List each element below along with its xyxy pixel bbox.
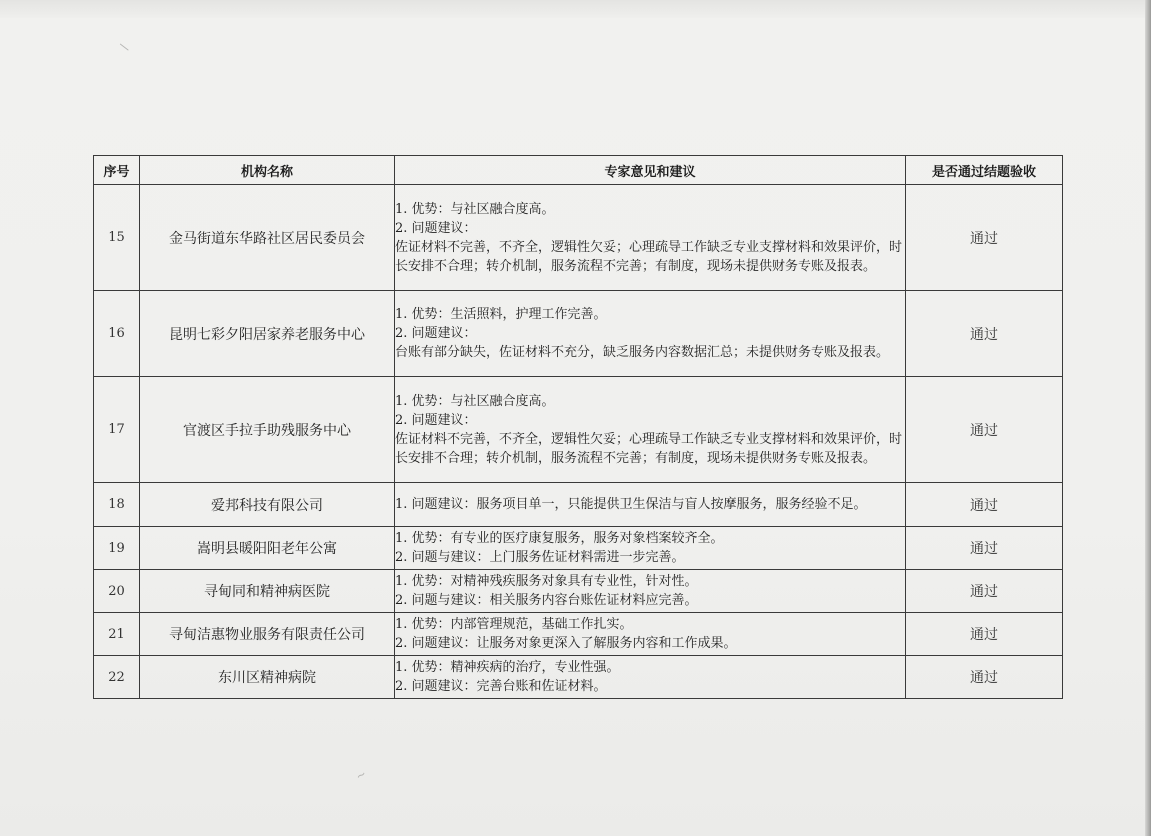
row-num: 22 bbox=[94, 656, 140, 699]
row-num: 20 bbox=[94, 570, 140, 613]
expert-opinion bbox=[395, 377, 906, 483]
opinion-line: 1. 优势：与社区融合度高。 bbox=[395, 393, 555, 409]
row-num: 17 bbox=[94, 377, 140, 483]
pass-status: 通过 bbox=[906, 483, 1063, 527]
org-name: 官渡区手拉手助残服务中心 bbox=[140, 377, 395, 483]
header-pass: 是否通过结题验收 bbox=[906, 156, 1063, 185]
org-name: 爱邦科技有限公司 bbox=[140, 483, 395, 527]
opinion-line: 2. 问题建议： bbox=[395, 326, 477, 341]
opinion-line: 台账有部分缺失，佐证材料不充分，缺乏服务内容数据汇总；未提供财务专账及报表。 bbox=[395, 345, 890, 360]
pass-status: 通过 bbox=[906, 656, 1063, 699]
org-name: 东川区精神病院 bbox=[140, 656, 395, 699]
expert-opinion bbox=[395, 185, 906, 291]
pass-status: 通过 bbox=[906, 570, 1063, 613]
opinion-line: 1. 优势：对精神残疾服务对象具有专业性，针对性。 bbox=[395, 574, 698, 589]
opinion-line: 1. 优势：生活照料，护理工作完善。 bbox=[395, 307, 607, 322]
paper-right-shadow bbox=[1145, 0, 1151, 836]
header-num: 序号 bbox=[94, 156, 140, 185]
opinion-line: 2. 问题建议： bbox=[395, 412, 477, 428]
pass-status: 通过 bbox=[906, 291, 1063, 377]
table-row bbox=[94, 570, 1063, 613]
scan-speck: / bbox=[116, 42, 132, 52]
row-num: 15 bbox=[94, 185, 140, 291]
expert-opinion bbox=[395, 570, 906, 613]
expert-opinion bbox=[395, 527, 906, 570]
org-name: 寻甸同和精神病医院 bbox=[140, 570, 395, 613]
expert-opinion bbox=[395, 613, 906, 656]
table-row bbox=[94, 377, 1063, 483]
table-row bbox=[94, 291, 1063, 377]
row-num: 18 bbox=[94, 483, 140, 527]
org-name: 金马街道东华路社区居民委员会 bbox=[140, 185, 395, 291]
table-row bbox=[94, 656, 1063, 699]
pass-status: 通过 bbox=[906, 185, 1063, 291]
evaluation-table bbox=[93, 155, 1063, 699]
opinion-line: 2. 问题建议：完善台账和佐证材料。 bbox=[395, 679, 607, 694]
row-num: 19 bbox=[94, 527, 140, 570]
org-name: 昆明七彩夕阳居家养老服务中心 bbox=[140, 291, 395, 377]
org-name: 寻甸洁惠物业服务有限责任公司 bbox=[140, 613, 395, 656]
pass-status: 通过 bbox=[906, 613, 1063, 656]
row-num: 16 bbox=[94, 291, 140, 377]
opinion-line: 1. 优势：精神疾病的治疗，专业性强。 bbox=[395, 660, 620, 675]
table-row bbox=[94, 613, 1063, 656]
opinion-line: 2. 问题与建议：相关服务内容台账佐证材料应完善。 bbox=[395, 593, 698, 608]
expert-opinion bbox=[395, 291, 906, 377]
opinion-line: 1. 优势：有专业的医疗康复服务，服务对象档案较齐全。 bbox=[395, 531, 724, 546]
opinion-line: 佐证材料不完善，不齐全，逻辑性欠妥；心理疏导工作缺乏专业支撑材料和效果评价，时长安排不合理；转介机制，服务流程不完善；有制度，现场未提供财务专账及报表。 bbox=[395, 239, 903, 274]
paper-top-edge bbox=[0, 0, 1151, 18]
scan-speck: ~ bbox=[353, 766, 369, 784]
table-row bbox=[94, 185, 1063, 291]
opinion-line: 1. 问题建议：服务项目单一，只能提供卫生保洁与盲人按摩服务，服务经验不足。 bbox=[395, 497, 867, 512]
row-num: 21 bbox=[94, 613, 140, 656]
opinion-line: 2. 问题与建议：上门服务佐证材料需进一步完善。 bbox=[395, 550, 685, 565]
expert-opinion bbox=[395, 656, 906, 699]
org-name: 嵩明县暖阳阳老年公寓 bbox=[140, 527, 395, 570]
header-opinion: 专家意见和建议 bbox=[395, 156, 906, 185]
table-row bbox=[94, 483, 1063, 527]
table-header-row bbox=[94, 156, 1063, 185]
opinion-line: 1. 优势：内部管理规范，基础工作扎实。 bbox=[395, 617, 633, 632]
header-name: 机构名称 bbox=[140, 156, 395, 185]
opinion-line: 2. 问题建议： bbox=[395, 220, 477, 236]
opinion-line: 1. 优势：与社区融合度高。 bbox=[395, 201, 555, 217]
opinion-line: 佐证材料不完善，不齐全，逻辑性欠妥；心理疏导工作缺乏专业支撑材料和效果评价，时长安排不合理；转介机制，服务流程不完善；有制度，现场未提供财务专账及报表。 bbox=[395, 431, 903, 466]
opinion-line: 2. 问题建议：让服务对象更深入了解服务内容和工作成果。 bbox=[395, 636, 737, 651]
expert-opinion bbox=[395, 483, 906, 527]
table-row bbox=[94, 527, 1063, 570]
pass-status: 通过 bbox=[906, 377, 1063, 483]
pass-status: 通过 bbox=[906, 527, 1063, 570]
